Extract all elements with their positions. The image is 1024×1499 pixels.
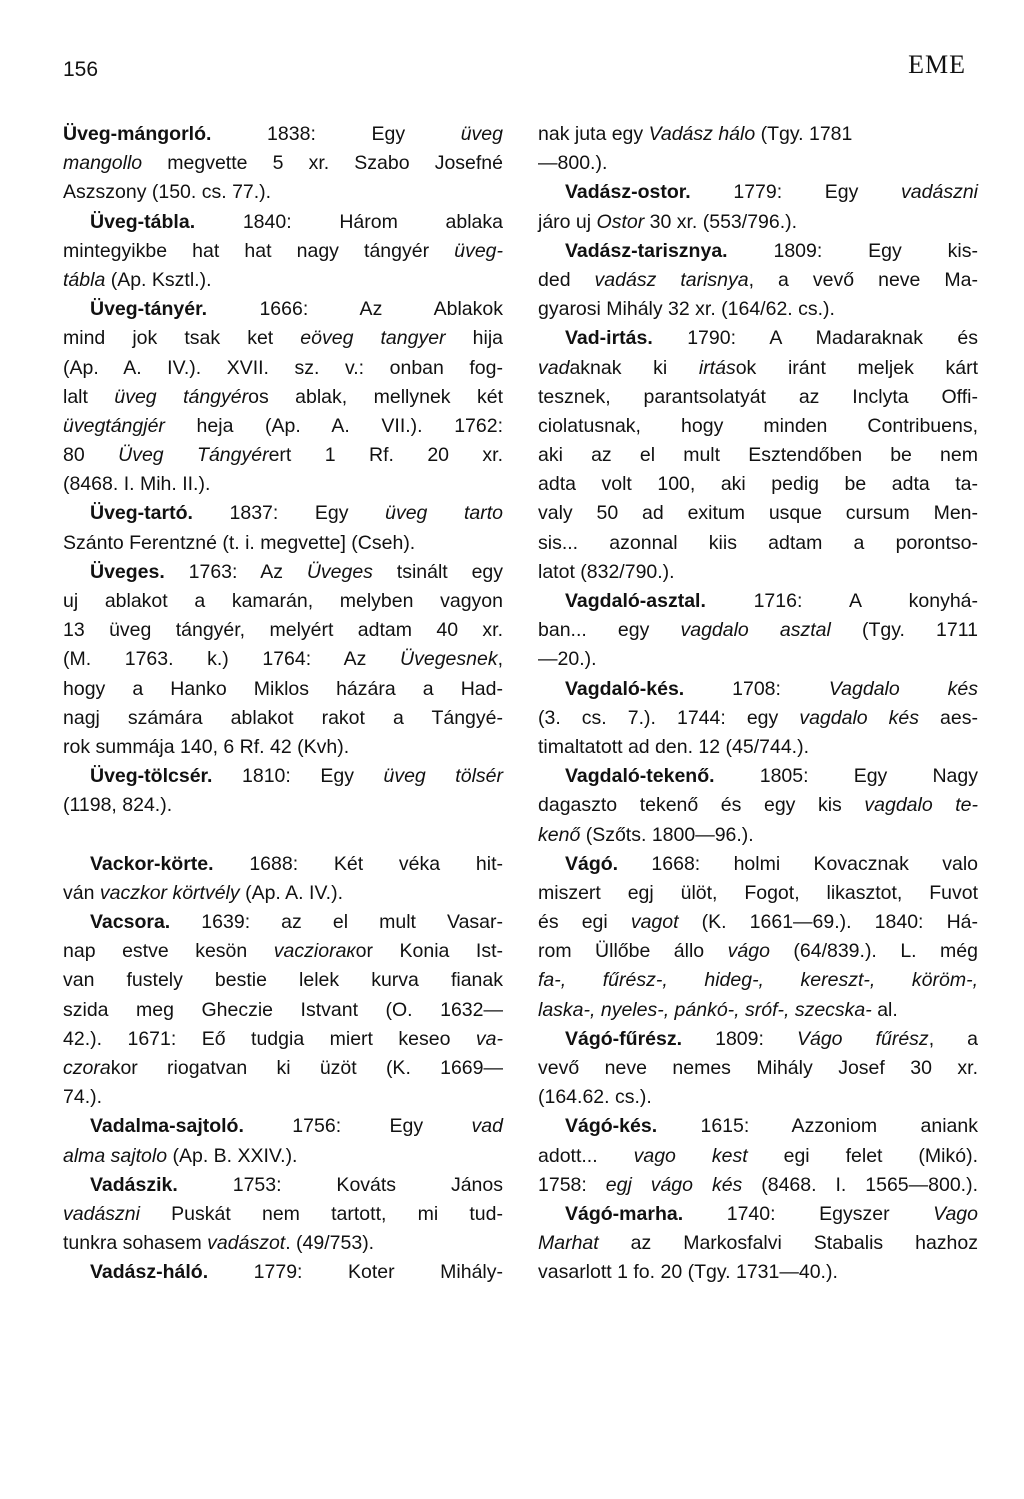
- text-line: nak juta egy Vadász hálo (Tgy. 1781: [538, 123, 853, 145]
- text-line: mind jok tsak ket eöveg tangyer hija: [63, 327, 503, 350]
- text-line: timaltatott ad den. 12 (45/744.).: [538, 735, 810, 758]
- text-line: —800.).: [538, 152, 608, 175]
- text-line: vevő neve nemes Mihály Josef 30 xr.: [538, 1057, 978, 1079]
- text-line: Vadász-tarisznya. 1809: Egy kis-: [565, 239, 978, 262]
- text-line: adta volt 100, aki pedig be adta ta-: [538, 473, 978, 496]
- text-line: Szánto Ferentzné (t. i. megvette] (Cseh).: [63, 531, 416, 554]
- right-column: [538, 120, 978, 1288]
- text-line: Vacsora. 1639: az el mult Vasar-: [90, 911, 503, 934]
- text-line: mangollo megvette 5 xr. Szabo Josefné: [63, 152, 503, 175]
- text-line: gyarosi Mihály 32 xr. (164/62. cs.).: [538, 298, 835, 321]
- text-line: (Ap. A. IV.). XVII. sz. v.: onban fog-: [63, 356, 503, 379]
- text-line: (M. 1763. k.) 1764: Az Üvegesnek,: [63, 648, 503, 671]
- page-number: 156: [63, 58, 99, 81]
- text-line: Vackor-körte. 1688: Két véka hit-: [90, 852, 503, 875]
- text-line: 13 üveg tángyér, melyért adtam 40 xr.: [63, 619, 503, 642]
- text-line: ban... egy vagdalo asztal (Tgy. 1711: [538, 619, 978, 642]
- text-line: ded vadász tarisnya, a vevő neve Ma-: [538, 268, 978, 291]
- text-line: hogy a Hanko Miklos házára a Had-: [63, 677, 503, 700]
- text-line: 1758: egj vágo kés (8468. I. 1565—800.).: [538, 1173, 978, 1196]
- text-line: 42.). 1671: Eő tudgia miert keseo va-: [63, 1027, 503, 1050]
- text-line: latot (832/790.).: [538, 560, 675, 583]
- text-line: tábla (Ap. Ksztl.).: [63, 268, 212, 291]
- text-line: adott... vago kest egi felet (Mikó).: [538, 1144, 979, 1167]
- text-line: Vagdaló-asztal. 1716: A konyhá-: [565, 590, 978, 612]
- text-line: miszert egj ülöt, Fogot, likasztot, Fuvot: [538, 881, 978, 904]
- text-line: alma sajtolo (Ap. B. XXIV.).: [63, 1144, 298, 1167]
- text-line: Vágó-fűrész. 1809: Vágo fűrész, a: [565, 1027, 979, 1050]
- text-line: 74.).: [63, 1086, 103, 1109]
- text-line: Vagdaló-tekenő. 1805: Egy Nagy: [565, 765, 978, 788]
- text-line: (164.62. cs.).: [538, 1086, 652, 1109]
- left-column: [63, 120, 503, 1288]
- text-line: Marhat az Markosfalvi Stabalis hazhoz: [538, 1232, 978, 1255]
- running-head: EME: [908, 50, 966, 79]
- text-line: (3. cs. 7.). 1744: egy vagdalo kés aes-: [538, 706, 978, 729]
- text-line: vasarlott 1 fo. 20 (Tgy. 1731—40.).: [538, 1261, 838, 1284]
- text-line: (8468. I. Mih. II.).: [63, 473, 211, 496]
- text-line: tunkra sohasem vadászot. (49/753).: [63, 1232, 375, 1255]
- text-line: szida meg Gheczie Istvant (O. 1632—: [63, 998, 503, 1021]
- text-line: Üveg-mángorló. 1838: Egy üveg: [63, 123, 503, 145]
- text-line: üvegtángjér heja (Ap. A. VII.). 1762:: [63, 414, 503, 437]
- text-line: tesznek, parantsolatyát az Inclyta Offi-: [538, 385, 978, 408]
- text-line: 80 Üveg Tángyérert 1 Rf. 20 xr.: [63, 444, 504, 467]
- text-line: dagaszto tekenő és egy kis vagdalo te-: [538, 794, 978, 817]
- text-line: rom Üllőbe állo vágo (64/839.). L. még: [538, 940, 978, 963]
- text-line: Üveges. 1763: Az Üveges tsinált egy: [90, 560, 504, 583]
- text-line: uj ablakot a kamarán, melyben vagyon: [63, 590, 503, 612]
- text-line: Üveg-tányér. 1666: Az Ablakok: [90, 298, 503, 321]
- text-line: Vadász-ostor. 1779: Egy vadászni: [565, 181, 978, 204]
- text-line: mintegyikbe hat hat nagy tángyér üveg-: [63, 239, 503, 262]
- text-line: vadászni Puskát nem tartott, mi tud-: [63, 1202, 503, 1225]
- text-line: Üveg-tábla. 1840: Három ablaka: [90, 210, 503, 233]
- text-line: (1198, 824.).: [63, 794, 173, 817]
- text-line: Vadász-háló. 1779: Koter Mihály-: [90, 1261, 503, 1284]
- text-line: járo uj Ostor 30 xr. (553/796.).: [538, 210, 798, 233]
- text-line: —20.).: [538, 648, 597, 671]
- text-line: kenő (Szőts. 1800—96.).: [538, 823, 754, 846]
- text-line: Vadászik. 1753: Kováts János: [90, 1173, 503, 1196]
- text-line: ván vaczkor körtvély (Ap. A. IV.).: [63, 881, 343, 904]
- text-line: Üveg-tölcsér. 1810: Egy üveg tölsér: [90, 765, 503, 788]
- text-line: nagj számára ablakot rakot a Tángyé-: [63, 706, 503, 729]
- text-line: aki az el mult Esztendőben be nem: [538, 444, 978, 467]
- text-line: laska-, nyeles-, pánkó-, sróf-, szecska- al.: [538, 998, 898, 1021]
- text-line: Vad-irtás. 1790: A Madaraknak és: [565, 327, 978, 350]
- text-line: Vágó-marha. 1740: Egyszer Vago: [565, 1202, 978, 1225]
- text-line: ciolatusnak, hogy minden Contribuens,: [538, 414, 978, 437]
- text-line: nap estve kesön vaczioraкor Konia Ist-: [63, 940, 503, 963]
- entry-gap: [63, 821, 503, 850]
- text-line: fa-, fűrész-, hideg-, kereszt-, köröm-,: [538, 969, 978, 992]
- text-line: rok summája 140, 6 Rf. 42 (Kvh).: [63, 735, 350, 758]
- text-line: Vágó. 1668: holmi Kovacznak valo: [565, 852, 978, 875]
- text-line: Vágó-kés. 1615: Azzoniom aniank: [565, 1115, 978, 1138]
- text-line: és egi vagot (K. 1661—69.). 1840: Há-: [538, 911, 978, 934]
- text-line: Vagdaló-kés. 1708: Vagdalo kés: [565, 677, 978, 700]
- text-line: czorakor riogatvan ki üzöt (K. 1669—: [63, 1057, 503, 1079]
- text-line: vadaknak ki irtások iránt meljek kárt: [538, 356, 979, 379]
- text-line: van fustely bestie lelek kurva fianak: [63, 969, 503, 992]
- text-line: Üveg-tartó. 1837: Egy üveg tarto: [90, 502, 503, 525]
- text-line: Aszszony (150. cs. 77.).: [63, 181, 272, 204]
- text-line: valy 50 ad exitum usque cursum Men-: [538, 502, 978, 525]
- text-line: Vadalma-sajtoló. 1756: Egy vad: [90, 1115, 503, 1138]
- text-line: sis... azonnal kiis adtam a porontso-: [538, 531, 978, 554]
- text-line: lalt üveg tángyéros ablak, mellynek két: [63, 385, 503, 408]
